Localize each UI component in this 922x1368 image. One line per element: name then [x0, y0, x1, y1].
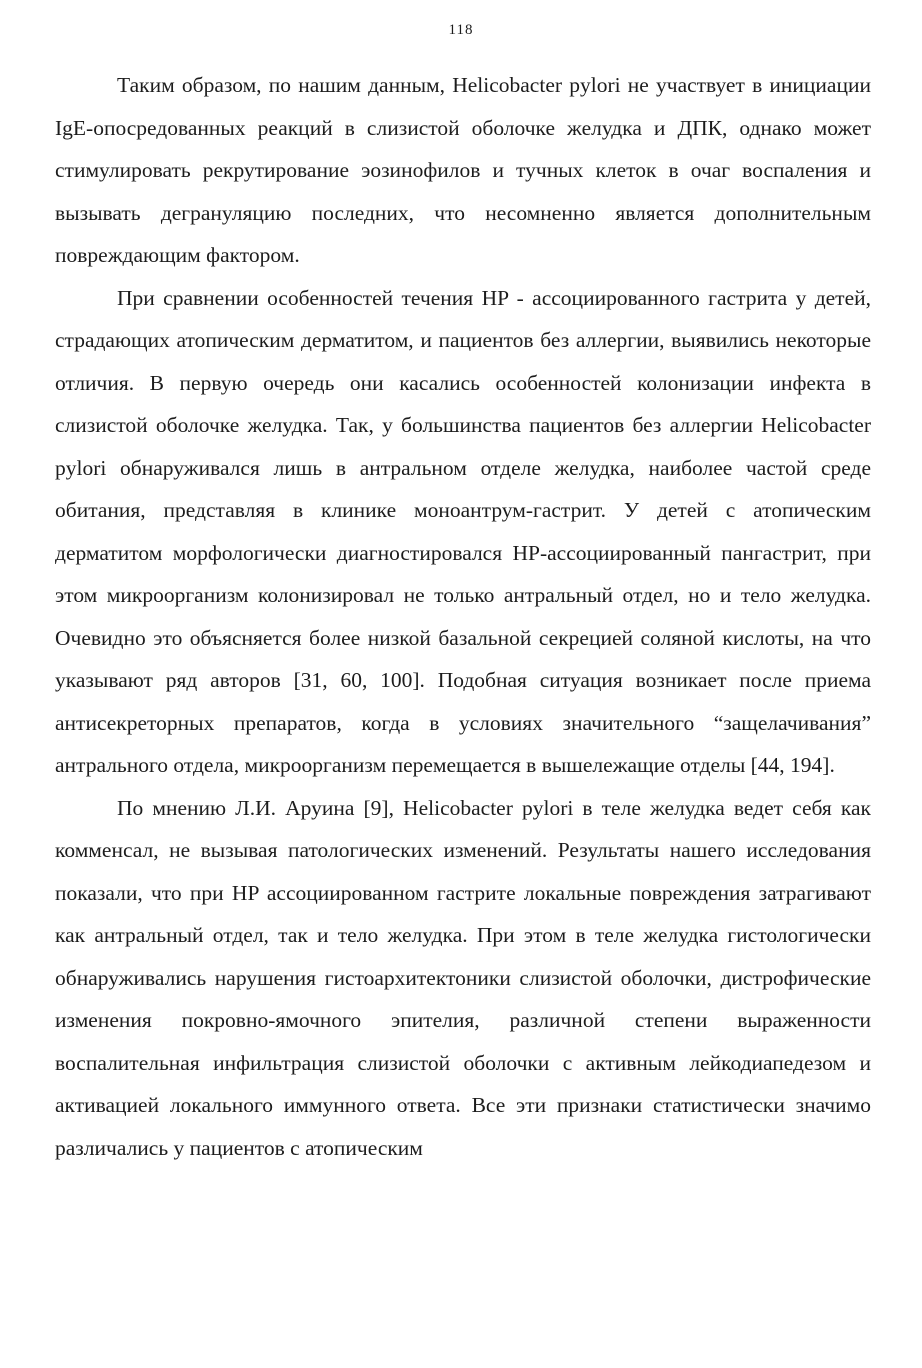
paragraph: Таким образом, по нашим данным, Helicobacter pylori не участвует в инициации IgE-опосредованных реакций в слизистой оболочке желудка и ДПК, однако может стимулировать рекрутирование эозинофилов и тучных клеток в очаг воспаления и вызывать дегрануляцию последних, что несомненно является дополнительным повреждающим фактором.	[55, 73, 871, 267]
page-number: 118	[448, 22, 474, 38]
document-body	[55, 64, 871, 1169]
paragraph: При сравнении особенностей течения HP - ассоциированного гастрита у детей, страдающих атопическим дерматитом, и пациентов без аллергии, выявились некоторые отличия. В первую очередь они касались особенностей колонизации инфекта в слизистой оболочке желудка. Так, у большинства пациентов без аллергии Helicobacter pylori обнаруживался лишь в антральном отделе желудка, наиболее частой среде обитания, представляя в клинике моноантрум-гастрит. У детей с атопическим дерматитом морфологически диагностировался HP-ассоциированный пангастрит, при этом микроорганизм колонизировал не только антральный отдел, но и тело желудка. Очевидно это объясняется более низкой базальной секрецией соляной кислоты, на что указывают ряд авторов [31, 60, 100]. Подобная ситуация возникает после приема антисекреторных препаратов, когда в условиях значительного “защелачивания” антрального отдела, микроорганизм перемещается в вышележащие отделы [44, 194].	[55, 285, 871, 777]
paragraph: По мнению Л.И. Аруина [9], Helicobacter pylori в теле желудка ведет себя как комменсал, не вызывая патологических изменений. Результаты нашего исследования показали, что при HP ассоциированном гастрите локальные повреждения затрагивают как антральный отдел, так и тело желудка. При этом в теле желудка гистологически обнаруживались нарушения гистоархитектоники слизистой оболочки, дистрофические изменения покровно-ямочного эпителия, различной степени выраженности воспалительная инфильтрация слизистой оболочки с активным лейкодиапедезом и активацией локального иммунного ответа. Все эти признаки статистически значимо различались у пациентов с атопическим	[55, 795, 871, 1160]
